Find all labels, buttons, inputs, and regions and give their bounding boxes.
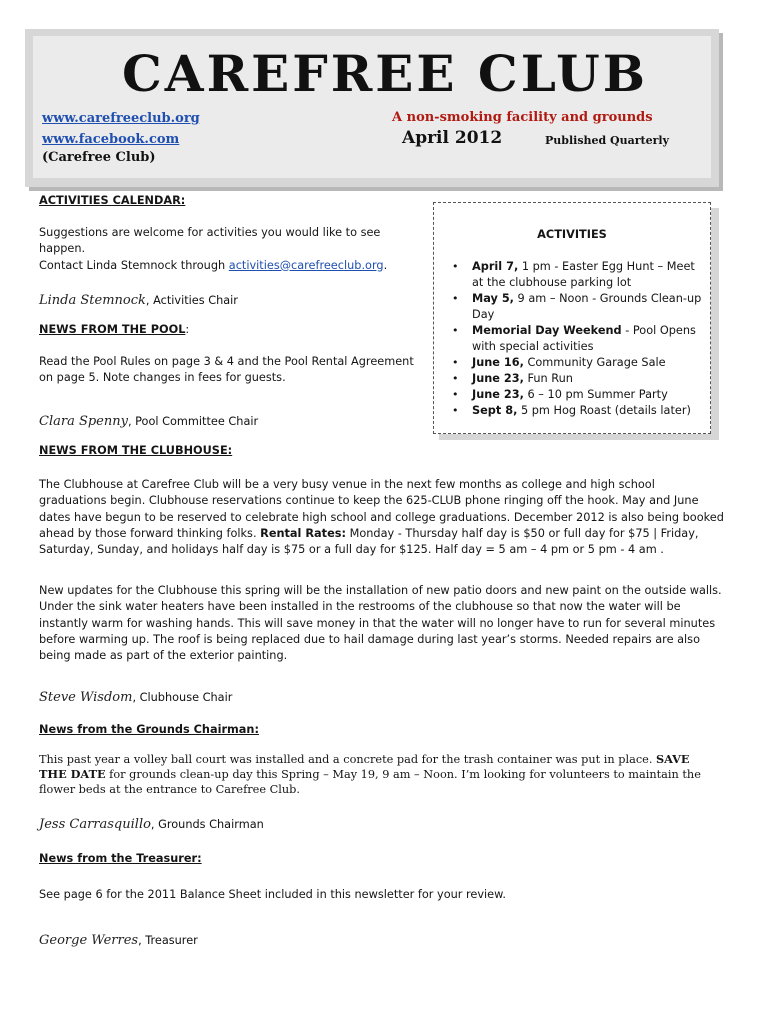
pool-heading-suffix: : bbox=[185, 323, 190, 336]
contact-suffix: . bbox=[383, 258, 388, 272]
treasurer-signer: George Werres bbox=[39, 933, 139, 948]
grounds-heading: News from the Grounds Chairman: bbox=[39, 723, 259, 736]
pool-signature bbox=[39, 410, 258, 429]
pool-heading: NEWS FROM THE POOL bbox=[39, 323, 186, 336]
facebook-name: (Carefree Club) bbox=[42, 150, 156, 165]
pool-text: Read the Pool Rules on page 3 & 4 and the Pool Rental Agreement on page 5. Note changes in fees for guests. bbox=[39, 355, 414, 385]
activities-list bbox=[452, 259, 707, 419]
clubhouse-heading: NEWS FROM THE CLUBHOUSE: bbox=[39, 444, 233, 457]
clubhouse-role: , Clubhouse Chair bbox=[132, 691, 233, 704]
activities-calendar-heading: ACTIVITIES CALENDAR: bbox=[39, 194, 186, 207]
treasurer-text: See page 6 for the 2011 Balance Sheet included in this newsletter for your review. bbox=[39, 888, 506, 901]
activities-calendar-text bbox=[39, 225, 419, 274]
activity-item: • May 5, 9 am – Noon - Grounds Clean-up Day bbox=[452, 291, 707, 323]
activity-item: • April 7, 1 pm - Easter Egg Hunt – Meet at the clubhouse parking lot bbox=[452, 259, 707, 291]
activity-item: • June 23, Fun Run bbox=[452, 371, 707, 387]
pool-signer: Clara Spenny bbox=[39, 414, 128, 429]
save-the-date: SAVE THE DATE bbox=[39, 752, 690, 781]
activities-role: , Activities Chair bbox=[145, 294, 238, 307]
activities-signature bbox=[39, 289, 238, 308]
activities-box-title: ACTIVITIES bbox=[537, 228, 607, 241]
pool-role: , Pool Committee Chair bbox=[127, 415, 259, 428]
clubhouse-signature bbox=[39, 686, 232, 705]
clubhouse-paragraph-2: New updates for the Clubhouse this spring will be the installation of new patio doors and new paint on the outside walls. Under the sink water heaters have been installed in the restrooms of the clubhouse so that now the water will be instantly warm for washing hands. This will save money in that the water will no longer have to run for several minutes before warming up. The roof is being replaced due to hail damage during last year’s storms. Needed repairs are also being made as part of the exterior painting. bbox=[39, 584, 722, 663]
treasurer-role: , Treasurer bbox=[138, 934, 198, 947]
grounds-signature bbox=[39, 813, 264, 832]
facebook-link[interactable]: www.facebook.com bbox=[42, 132, 180, 147]
grounds-text: This past year a volley ball court was installed and a concrete pad for the trash container was put in place. SAVE THE DATE for grounds clean-up day this Spring – May 19, 9 am – Noon. I’m looking for volunteers to maintain the flower beds at the entrance to Carefree Club. bbox=[39, 752, 701, 796]
tagline: A non-smoking facility and grounds bbox=[392, 110, 653, 125]
activities-signer: Linda Stemnock bbox=[39, 293, 146, 308]
publication-frequency: Published Quarterly bbox=[545, 134, 669, 147]
website-link[interactable]: www.carefreeclub.org bbox=[42, 111, 200, 126]
activity-item: • June 16, Community Garage Sale bbox=[452, 355, 707, 371]
activity-item: • June 23, 6 – 10 pm Summer Party bbox=[452, 387, 707, 403]
activity-item: • Memorial Day Weekend - Pool Opens with special activities bbox=[452, 323, 707, 355]
activities-suggestion: Suggestions are welcome for activities you would like to see happen. bbox=[39, 226, 381, 256]
activity-item: • Sept 8, 5 pm Hog Roast (details later) bbox=[452, 403, 707, 419]
clubhouse-paragraph-1: The Clubhouse at Carefree Club will be a very busy venue in the next few months as college and high school graduations begin. Clubhouse reservations continue to keep the 625-CLUB phone ringing off the hook. May and June dates have begun to be reserved to celebrate high school and college graduations. December 2012 is also being booked ahead by those forward thinking folks. Rental Rates: Monday - Thursday half day is $50 or full day for $75 | Friday, Saturday, Sunday, and holidays half day is $75 or a full day for $125. Half day = 5 am – 4 pm or 5 pm - 4 am . bbox=[39, 478, 724, 557]
grounds-role: , Grounds Chairman bbox=[150, 818, 264, 831]
issue-date: April 2012 bbox=[402, 128, 503, 148]
rental-rates-label: Rental Rates: bbox=[260, 526, 346, 540]
grounds-signer: Jess Carrasquillo bbox=[39, 817, 151, 832]
clubhouse-signer: Steve Wisdom bbox=[39, 690, 133, 705]
treasurer-heading: News from the Treasurer: bbox=[39, 852, 202, 865]
activities-email-link[interactable]: activities@carefreeclub.org bbox=[228, 258, 384, 272]
pool-heading-line bbox=[39, 322, 189, 338]
treasurer-signature bbox=[39, 929, 198, 948]
newsletter-title: CAREFREE CLUB bbox=[121, 44, 648, 103]
contact-prefix: Contact Linda Stemnock through bbox=[39, 258, 229, 272]
